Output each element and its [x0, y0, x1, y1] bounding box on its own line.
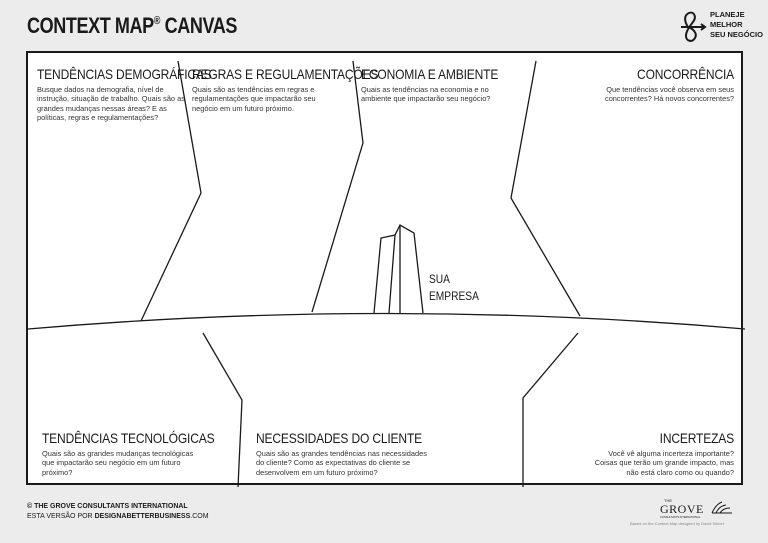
section-text: Quais são as grandes tendências nas necessidades do cliente? Como as expectativas do cliente se desenvolvem em um futuro próximo? [256, 449, 427, 477]
section-title: TENDÊNCIAS DEMOGRÁFICAS [37, 66, 212, 82]
title-main: CONTEXT MAP [27, 13, 154, 38]
divider-top-3 [511, 61, 580, 316]
section-text: Quais são as grandes mudanças tecnológicas que impactarão seu negócio em um futuro próximo? [42, 449, 194, 477]
title-suffix: CANVAS [160, 13, 238, 38]
version-suffix: .COM [190, 513, 209, 520]
logo-text [710, 10, 763, 40]
section-necessidades[interactable] [256, 430, 436, 477]
company-building [374, 225, 423, 313]
section-title: INCERTEZAS [659, 430, 734, 446]
section-economia[interactable] [361, 66, 511, 104]
logo-line: PLANEJE [710, 10, 745, 19]
copyright-text: © THE GROVE CONSULTANTS INTERNATIONAL [27, 503, 188, 510]
version-link[interactable]: DESIGNABETTERBUSINESS [94, 513, 191, 520]
registered-mark: ® [153, 15, 161, 27]
grove-the: THE [664, 498, 672, 503]
grove-name: GROVE [660, 502, 704, 516]
divider-bottom-2 [523, 333, 578, 487]
section-text: Busque dados na demografia, nível de instrução, situação de trabalho. Quais são as grandes mudanças nessas áreas? E as políticas, regras e regulamentações? [37, 85, 185, 123]
company-line: SUA [429, 272, 450, 286]
company-line: EMPRESA [429, 289, 479, 303]
section-text: Quais as tendências na economia e no ambiente que impactarão seu negócio? [361, 85, 491, 104]
section-text: Que tendências você observa em seus concorrentes? Há novos concorrentes? [605, 85, 734, 104]
section-tecnologicas[interactable] [42, 430, 215, 477]
grove-leaves-icon [712, 502, 732, 513]
horizon-line [28, 314, 745, 330]
section-demograficas[interactable] [37, 66, 212, 123]
footer-note: Based on the Context Map designed by David Sibbet [630, 521, 724, 526]
section-title: NECESSIDADES DO CLIENTE [256, 430, 422, 446]
logo-line: MELHOR [710, 20, 743, 29]
company-label [429, 271, 479, 305]
logo-line: SEU NEGÓCIO [710, 30, 763, 39]
section-regras[interactable] [192, 66, 379, 113]
section-incertezas[interactable] [584, 430, 734, 477]
section-title: REGRAS E REGULAMENTAÇÕES [192, 66, 379, 82]
page-title [27, 13, 237, 39]
section-text: Quais são as tendências em regras e regulamentações que impactarão seu negócio em um futuro próximo. [192, 85, 316, 113]
footer-credits [27, 502, 209, 522]
section-title: CONCORRÊNCIA [637, 66, 734, 82]
canvas-board [26, 51, 743, 485]
version-prefix: ESTA VERSÃO POR [27, 513, 95, 520]
section-title: ECONOMIA E AMBIENTE [361, 66, 499, 82]
section-concorrencia[interactable] [588, 66, 734, 104]
grove-tag: CONSULTANTS INTERNATIONAL [660, 516, 701, 519]
section-title: TENDÊNCIAS TECNOLÓGICAS [42, 430, 215, 446]
section-text: Você vê alguma incerteza importante? Coisas que terão um grande impacto, mas não está claro como ou quando? [594, 449, 734, 477]
divider-bottom-1 [203, 333, 242, 487]
